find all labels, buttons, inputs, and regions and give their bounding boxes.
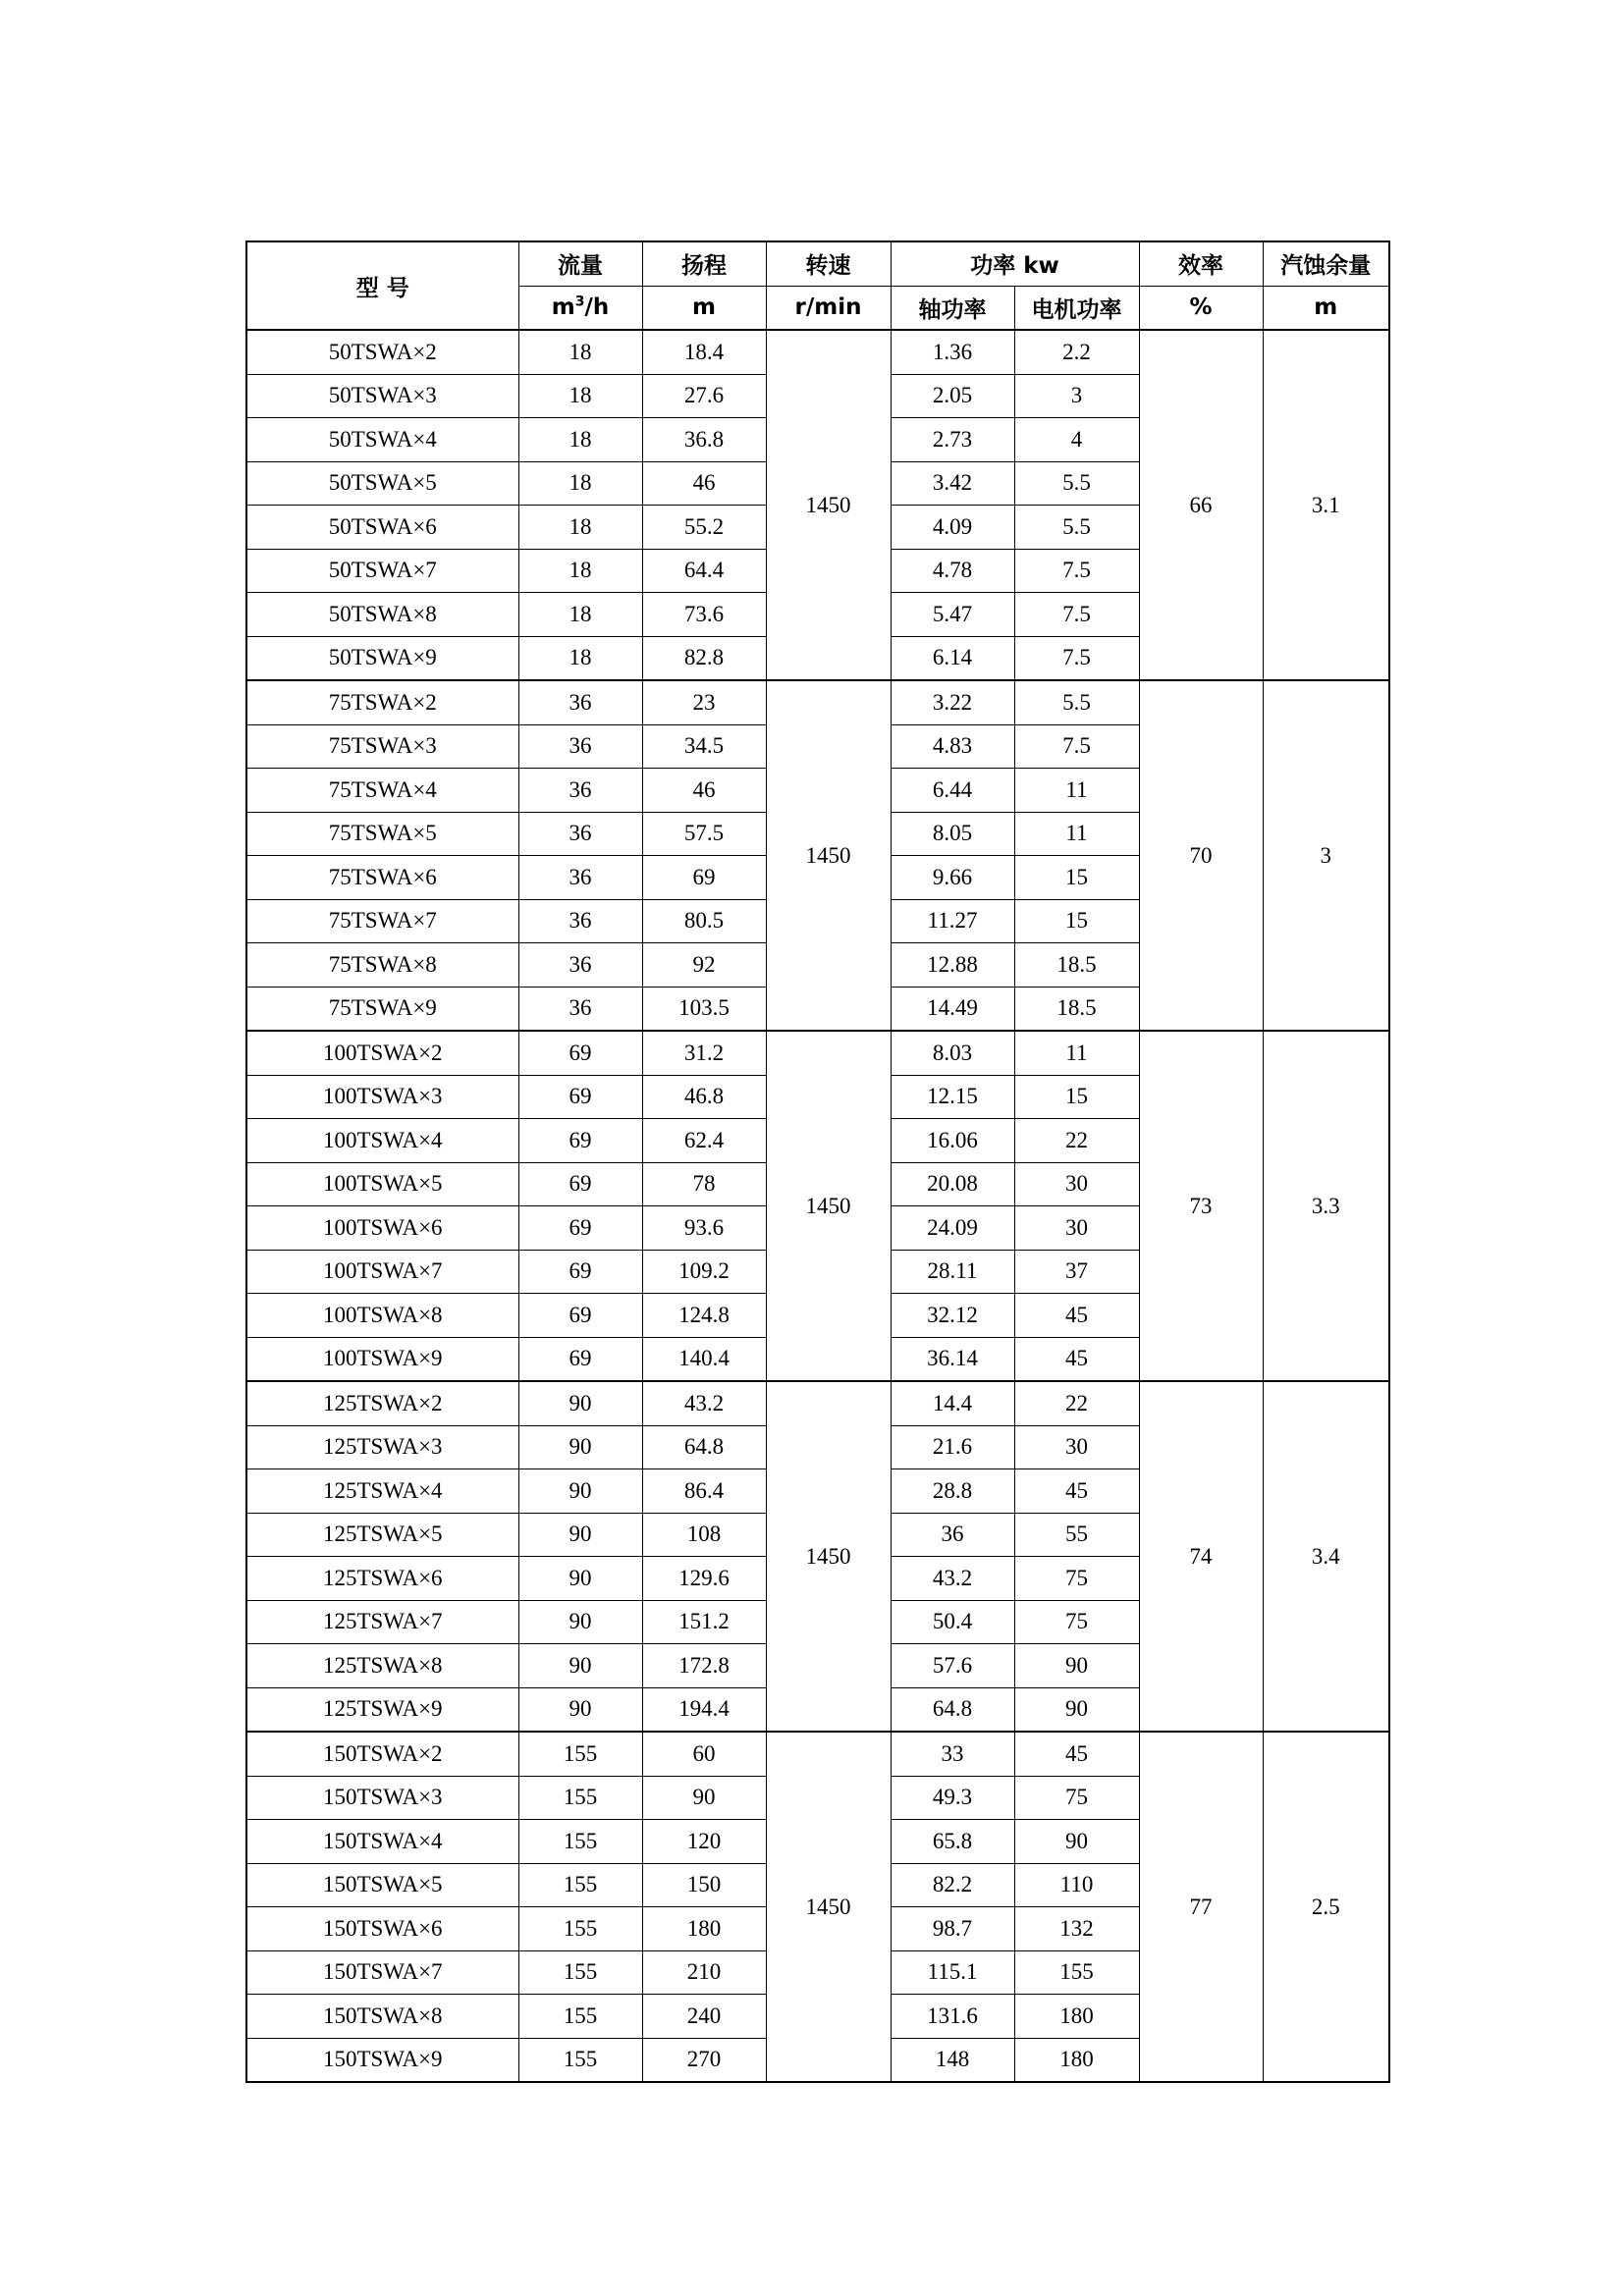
speed-cell: 1450 (766, 1732, 891, 2082)
flow-cell: 18 (518, 593, 642, 637)
table-row (246, 1381, 1389, 1425)
model-cell: 75TSWA×6 (246, 856, 518, 900)
shaft-power-cell: 36.14 (891, 1337, 1014, 1381)
head-cell: 78 (642, 1162, 766, 1206)
flow-cell: 69 (518, 1119, 642, 1163)
shaft-power-cell: 24.09 (891, 1206, 1014, 1251)
header-efficiency-unit: % (1139, 286, 1263, 330)
flow-cell: 18 (518, 330, 642, 374)
flow-cell: 36 (518, 680, 642, 724)
shaft-power-cell: 8.05 (891, 812, 1014, 856)
flow-cell: 36 (518, 943, 642, 988)
header-npsh: 汽蚀余量 (1263, 241, 1389, 286)
speed-cell: 1450 (766, 680, 891, 1031)
header-shaft-power: 轴功率 (891, 286, 1014, 330)
flow-cell: 18 (518, 461, 642, 506)
shaft-power-cell: 4.83 (891, 724, 1014, 769)
flow-cell: 90 (518, 1469, 642, 1514)
shaft-power-cell: 3.42 (891, 461, 1014, 506)
flow-cell: 18 (518, 506, 642, 550)
table-body (246, 330, 1389, 2082)
header-speed: 转速 (766, 241, 891, 286)
motor-power-cell: 30 (1014, 1162, 1139, 1206)
flow-cell: 155 (518, 1776, 642, 1820)
shaft-power-cell: 82.2 (891, 1863, 1014, 1907)
shaft-power-cell: 16.06 (891, 1119, 1014, 1163)
head-cell: 90 (642, 1776, 766, 1820)
efficiency-cell: 66 (1139, 330, 1263, 680)
flow-cell: 90 (518, 1425, 642, 1469)
model-cell: 50TSWA×9 (246, 636, 518, 680)
flow-cell: 155 (518, 1907, 642, 1951)
speed-cell: 1450 (766, 1381, 891, 1732)
head-cell: 194.4 (642, 1687, 766, 1732)
shaft-power-cell: 11.27 (891, 899, 1014, 943)
flow-cell: 155 (518, 1950, 642, 1995)
shaft-power-cell: 64.8 (891, 1687, 1014, 1732)
motor-power-cell: 11 (1014, 812, 1139, 856)
head-cell: 140.4 (642, 1337, 766, 1381)
model-cell: 100TSWA×7 (246, 1250, 518, 1294)
shaft-power-cell: 3.22 (891, 680, 1014, 724)
model-cell: 75TSWA×3 (246, 724, 518, 769)
shaft-power-cell: 49.3 (891, 1776, 1014, 1820)
shaft-power-cell: 4.78 (891, 549, 1014, 593)
model-cell: 100TSWA×8 (246, 1294, 518, 1338)
motor-power-cell: 180 (1014, 2038, 1139, 2082)
head-cell: 124.8 (642, 1294, 766, 1338)
motor-power-cell: 132 (1014, 1907, 1139, 1951)
efficiency-cell: 70 (1139, 680, 1263, 1031)
head-cell: 23 (642, 680, 766, 724)
head-cell: 180 (642, 1907, 766, 1951)
flow-cell: 90 (518, 1687, 642, 1732)
model-cell: 150TSWA×4 (246, 1820, 518, 1864)
motor-power-cell: 5.5 (1014, 506, 1139, 550)
motor-power-cell: 7.5 (1014, 593, 1139, 637)
shaft-power-cell: 12.88 (891, 943, 1014, 988)
header-flow-unit (518, 286, 642, 330)
head-cell: 55.2 (642, 506, 766, 550)
flow-cell: 155 (518, 1732, 642, 1776)
model-cell: 150TSWA×9 (246, 2038, 518, 2082)
shaft-power-cell: 14.4 (891, 1381, 1014, 1425)
motor-power-cell: 11 (1014, 769, 1139, 813)
shaft-power-cell: 4.09 (891, 506, 1014, 550)
head-cell: 240 (642, 1995, 766, 2039)
head-cell: 18.4 (642, 330, 766, 374)
model-cell: 125TSWA×4 (246, 1469, 518, 1514)
model-cell: 75TSWA×7 (246, 899, 518, 943)
shaft-power-cell: 65.8 (891, 1820, 1014, 1864)
table-row (246, 680, 1389, 724)
flow-cell: 69 (518, 1031, 642, 1075)
head-cell: 69 (642, 856, 766, 900)
shaft-power-cell: 14.49 (891, 987, 1014, 1031)
motor-power-cell: 75 (1014, 1600, 1139, 1644)
model-cell: 50TSWA×2 (246, 330, 518, 374)
model-cell: 50TSWA×8 (246, 593, 518, 637)
header-npsh-unit: m (1263, 286, 1389, 330)
flow-cell: 69 (518, 1250, 642, 1294)
flow-cell: 69 (518, 1337, 642, 1381)
efficiency-cell: 73 (1139, 1031, 1263, 1381)
npsh-cell: 2.5 (1263, 1732, 1389, 2082)
model-cell: 100TSWA×3 (246, 1075, 518, 1119)
motor-power-cell: 90 (1014, 1644, 1139, 1688)
head-cell: 34.5 (642, 724, 766, 769)
shaft-power-cell: 43.2 (891, 1557, 1014, 1601)
head-cell: 129.6 (642, 1557, 766, 1601)
motor-power-cell: 37 (1014, 1250, 1139, 1294)
flow-cell: 36 (518, 812, 642, 856)
flow-cell: 69 (518, 1294, 642, 1338)
shaft-power-cell: 6.14 (891, 636, 1014, 680)
shaft-power-cell: 57.6 (891, 1644, 1014, 1688)
shaft-power-cell: 131.6 (891, 1995, 1014, 2039)
npsh-cell: 3 (1263, 680, 1389, 1031)
flow-cell: 90 (518, 1513, 642, 1557)
header-head: 扬程 (642, 241, 766, 286)
model-cell: 150TSWA×8 (246, 1995, 518, 2039)
motor-power-cell: 2.2 (1014, 330, 1139, 374)
model-cell: 125TSWA×6 (246, 1557, 518, 1601)
head-cell: 57.5 (642, 812, 766, 856)
flow-unit-h: /h (584, 294, 610, 321)
model-cell: 75TSWA×4 (246, 769, 518, 813)
head-cell: 73.6 (642, 593, 766, 637)
model-cell: 100TSWA×2 (246, 1031, 518, 1075)
shaft-power-cell: 115.1 (891, 1950, 1014, 1995)
model-cell: 125TSWA×5 (246, 1513, 518, 1557)
model-cell: 75TSWA×2 (246, 680, 518, 724)
shaft-power-cell: 28.11 (891, 1250, 1014, 1294)
motor-power-cell: 7.5 (1014, 636, 1139, 680)
shaft-power-cell: 9.66 (891, 856, 1014, 900)
flow-cell: 18 (518, 418, 642, 462)
head-cell: 64.8 (642, 1425, 766, 1469)
motor-power-cell: 3 (1014, 374, 1139, 418)
shaft-power-cell: 12.15 (891, 1075, 1014, 1119)
flow-cell: 36 (518, 724, 642, 769)
head-cell: 172.8 (642, 1644, 766, 1688)
flow-cell: 69 (518, 1075, 642, 1119)
motor-power-cell: 5.5 (1014, 680, 1139, 724)
head-cell: 46 (642, 461, 766, 506)
model-cell: 150TSWA×3 (246, 1776, 518, 1820)
motor-power-cell: 75 (1014, 1776, 1139, 1820)
shaft-power-cell: 148 (891, 2038, 1014, 2082)
npsh-cell: 3.4 (1263, 1381, 1389, 1732)
head-cell: 92 (642, 943, 766, 988)
motor-power-cell: 15 (1014, 899, 1139, 943)
flow-unit-sup: 3 (574, 294, 585, 310)
motor-power-cell: 11 (1014, 1031, 1139, 1075)
flow-cell: 18 (518, 636, 642, 680)
model-cell: 100TSWA×9 (246, 1337, 518, 1381)
flow-unit-m: m (551, 294, 575, 321)
header-head-unit: m (642, 286, 766, 330)
head-cell: 62.4 (642, 1119, 766, 1163)
header-model: 型 号 (246, 241, 518, 330)
flow-cell: 90 (518, 1557, 642, 1601)
flow-cell: 90 (518, 1381, 642, 1425)
motor-power-cell: 180 (1014, 1995, 1139, 2039)
model-cell: 125TSWA×8 (246, 1644, 518, 1688)
speed-cell: 1450 (766, 1031, 891, 1381)
header-speed-unit: r/min (766, 286, 891, 330)
model-cell: 50TSWA×7 (246, 549, 518, 593)
pump-spec-table (245, 240, 1390, 2083)
head-cell: 270 (642, 2038, 766, 2082)
efficiency-cell: 77 (1139, 1732, 1263, 2082)
head-cell: 93.6 (642, 1206, 766, 1251)
motor-power-cell: 5.5 (1014, 461, 1139, 506)
model-cell: 150TSWA×6 (246, 1907, 518, 1951)
head-cell: 43.2 (642, 1381, 766, 1425)
model-cell: 50TSWA×5 (246, 461, 518, 506)
flow-cell: 155 (518, 1863, 642, 1907)
motor-power-cell: 15 (1014, 1075, 1139, 1119)
head-cell: 60 (642, 1732, 766, 1776)
motor-power-cell: 18.5 (1014, 987, 1139, 1031)
shaft-power-cell: 8.03 (891, 1031, 1014, 1075)
efficiency-cell: 74 (1139, 1381, 1263, 1732)
model-cell: 150TSWA×5 (246, 1863, 518, 1907)
shaft-power-cell: 1.36 (891, 330, 1014, 374)
flow-cell: 36 (518, 987, 642, 1031)
shaft-power-cell: 6.44 (891, 769, 1014, 813)
motor-power-cell: 15 (1014, 856, 1139, 900)
motor-power-cell: 45 (1014, 1469, 1139, 1514)
head-cell: 109.2 (642, 1250, 766, 1294)
header-motor-power: 电机功率 (1014, 286, 1139, 330)
head-cell: 103.5 (642, 987, 766, 1031)
table-row (246, 1732, 1389, 1776)
motor-power-cell: 7.5 (1014, 549, 1139, 593)
model-cell: 100TSWA×5 (246, 1162, 518, 1206)
model-cell: 75TSWA×9 (246, 987, 518, 1031)
flow-cell: 155 (518, 2038, 642, 2082)
head-cell: 36.8 (642, 418, 766, 462)
flow-cell: 18 (518, 549, 642, 593)
model-cell: 100TSWA×6 (246, 1206, 518, 1251)
motor-power-cell: 155 (1014, 1950, 1139, 1995)
model-cell: 150TSWA×7 (246, 1950, 518, 1995)
motor-power-cell: 90 (1014, 1820, 1139, 1864)
motor-power-cell: 30 (1014, 1425, 1139, 1469)
flow-cell: 36 (518, 899, 642, 943)
model-cell: 50TSWA×4 (246, 418, 518, 462)
model-cell: 125TSWA×3 (246, 1425, 518, 1469)
motor-power-cell: 75 (1014, 1557, 1139, 1601)
head-cell: 82.8 (642, 636, 766, 680)
head-cell: 64.4 (642, 549, 766, 593)
head-cell: 210 (642, 1950, 766, 1995)
shaft-power-cell: 21.6 (891, 1425, 1014, 1469)
head-cell: 151.2 (642, 1600, 766, 1644)
motor-power-cell: 7.5 (1014, 724, 1139, 769)
motor-power-cell: 18.5 (1014, 943, 1139, 988)
shaft-power-cell: 32.12 (891, 1294, 1014, 1338)
model-cell: 50TSWA×3 (246, 374, 518, 418)
header-flow: 流量 (518, 241, 642, 286)
table-row (246, 1031, 1389, 1075)
shaft-power-cell: 36 (891, 1513, 1014, 1557)
flow-cell: 18 (518, 374, 642, 418)
npsh-cell: 3.1 (1263, 330, 1389, 680)
shaft-power-cell: 98.7 (891, 1907, 1014, 1951)
shaft-power-cell: 20.08 (891, 1162, 1014, 1206)
model-cell: 100TSWA×4 (246, 1119, 518, 1163)
head-cell: 150 (642, 1863, 766, 1907)
head-cell: 31.2 (642, 1031, 766, 1075)
head-cell: 27.6 (642, 374, 766, 418)
shaft-power-cell: 2.05 (891, 374, 1014, 418)
flow-cell: 69 (518, 1206, 642, 1251)
head-cell: 46 (642, 769, 766, 813)
speed-cell: 1450 (766, 330, 891, 680)
motor-power-cell: 45 (1014, 1732, 1139, 1776)
model-cell: 150TSWA×2 (246, 1732, 518, 1776)
motor-power-cell: 55 (1014, 1513, 1139, 1557)
flow-cell: 69 (518, 1162, 642, 1206)
motor-power-cell: 22 (1014, 1119, 1139, 1163)
motor-power-cell: 30 (1014, 1206, 1139, 1251)
motor-power-cell: 90 (1014, 1687, 1139, 1732)
flow-cell: 155 (518, 1820, 642, 1864)
flow-cell: 155 (518, 1995, 642, 2039)
model-cell: 125TSWA×9 (246, 1687, 518, 1732)
shaft-power-cell: 2.73 (891, 418, 1014, 462)
head-cell: 120 (642, 1820, 766, 1864)
motor-power-cell: 45 (1014, 1337, 1139, 1381)
flow-cell: 36 (518, 769, 642, 813)
shaft-power-cell: 33 (891, 1732, 1014, 1776)
table-row (246, 330, 1389, 374)
header-efficiency: 效率 (1139, 241, 1263, 286)
table-header (246, 241, 1389, 330)
head-cell: 80.5 (642, 899, 766, 943)
model-cell: 75TSWA×8 (246, 943, 518, 988)
model-cell: 50TSWA×6 (246, 506, 518, 550)
motor-power-cell: 45 (1014, 1294, 1139, 1338)
shaft-power-cell: 28.8 (891, 1469, 1014, 1514)
flow-cell: 90 (518, 1644, 642, 1688)
shaft-power-cell: 50.4 (891, 1600, 1014, 1644)
motor-power-cell: 110 (1014, 1863, 1139, 1907)
model-cell: 125TSWA×7 (246, 1600, 518, 1644)
flow-cell: 90 (518, 1600, 642, 1644)
flow-cell: 36 (518, 856, 642, 900)
model-cell: 75TSWA×5 (246, 812, 518, 856)
shaft-power-cell: 5.47 (891, 593, 1014, 637)
head-cell: 46.8 (642, 1075, 766, 1119)
header-row-1 (246, 241, 1389, 286)
model-cell: 125TSWA×2 (246, 1381, 518, 1425)
head-cell: 86.4 (642, 1469, 766, 1514)
motor-power-cell: 4 (1014, 418, 1139, 462)
header-power: 功率 kw (891, 241, 1139, 286)
motor-power-cell: 22 (1014, 1381, 1139, 1425)
npsh-cell: 3.3 (1263, 1031, 1389, 1381)
head-cell: 108 (642, 1513, 766, 1557)
